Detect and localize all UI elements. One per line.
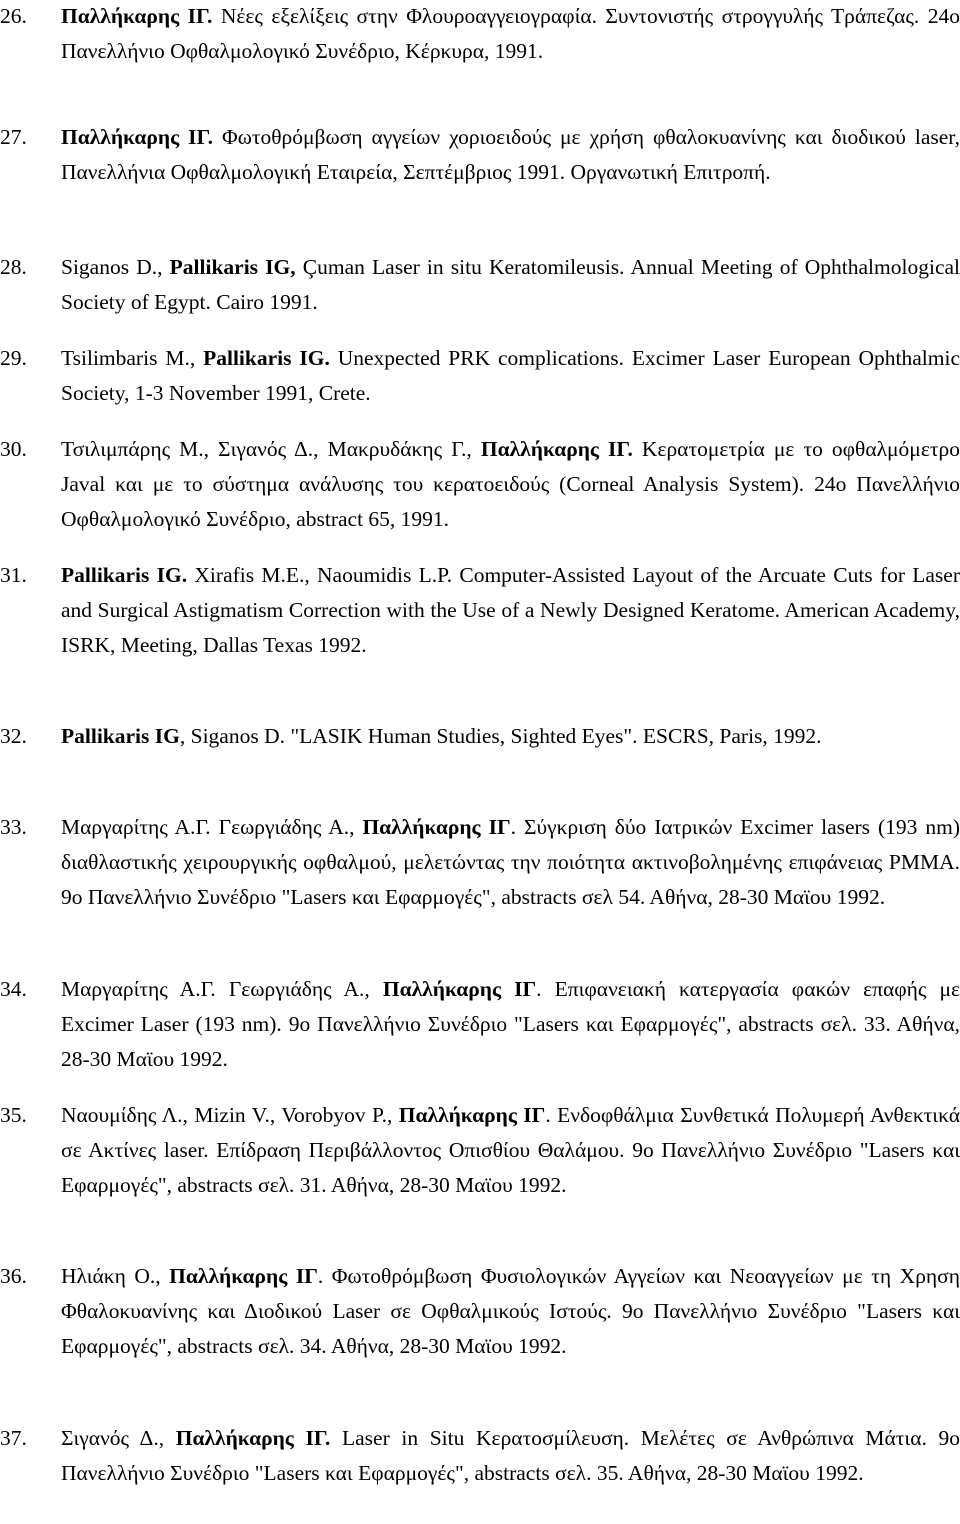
reference-author-bold: Pallikaris IG, (169, 255, 296, 279)
reference-27 (0, 120, 960, 190)
reference-number: 36. (0, 1264, 27, 1288)
reference-37 (0, 1421, 960, 1491)
reference-citation: . Φωτοθρόμβωση Φυσιολογικών Αγγείων και Νεοαγγείων με τη Χρηση Φθαλοκυανίνης και Διοδικού Laser σε Οφθαλμικούς Ιστούς. 9o Πανελλήνιο Συνέδριο "Lasers και Εφαρμογές", abstracts σελ. 34. Αθήνα, 28-30 Μαϊου 1992. (61, 1264, 960, 1358)
reference-author-bold: Παλλήκαρης ΙΓ (169, 1264, 318, 1288)
reference-author-bold: Pallikaris IG. (203, 346, 330, 370)
reference-author: Τσιλιμπάρης Μ., Σιγανός Δ., Μακρυδάκης Γ., (61, 437, 481, 461)
reference-author-bold: Pallikaris IG. (61, 563, 188, 587)
reference-author-bold: Παλλήκαρης ΙΓ. (175, 1426, 331, 1450)
reference-31 (0, 558, 960, 663)
reference-number: 34. (0, 977, 27, 1001)
reference-citation: , Siganos D. "LASIK Human Studies, Sighted Eyes". ESCRS, Paris, 1992. (179, 724, 822, 748)
reference-citation: Xirafis M.E., Naoumidis L.P. Computer-Assisted Layout of the Arcuate Cuts for Laser and Surgical Astigmatism Correction with the Use of a Newly Designed Keratome. American Academy, ISRK, Meeting, Dallas Texas 1992. (61, 563, 960, 657)
reference-number: 29. (0, 346, 27, 370)
reference-number: 30. (0, 437, 27, 461)
reference-author-bold: Παλλήκαρης ΙΓ (362, 815, 511, 839)
reference-35 (0, 1098, 960, 1203)
reference-author-bold: Παλλήκαρης ΙΓ. (61, 125, 213, 149)
reference-citation: . Επιφανειακή κατεργασία φακών επαφής με Excimer Laser (193 nm). 9o Πανελλήνιο Συνέδριο "Lasers και Εφαρμογές", abstracts σελ. 33. Αθήνα, 28-30 Μαϊου 1992. (61, 977, 960, 1071)
reference-author-bold: Παλλήκαρης ΙΓ (382, 977, 537, 1001)
reference-author: Siganos D., (61, 255, 170, 279)
reference-citation: . Σύγκριση δύο Ιατρικών Excimer lasers (193 nm) διαθλαστικής χειρουργικής οφθαλμού, μελετώντας την ποιότητα ακτινοβολημένης επιφάνειας PMMA. 9o Πανελλήνιο Συνέδριο "Lasers και Εφαρμογές", abstracts σελ 54. Αθήνα, 28-30 Μαϊου 1992. (61, 815, 960, 909)
reference-number: 37. (0, 1426, 27, 1450)
reference-32 (0, 719, 960, 754)
reference-citation: . Ενδοφθάλμια Συνθετικά Πολυμερή Ανθεκτικά σε Ακτίνες laser. Επίδραση Περιβάλλοντος Οπισθίου Θαλάμου. 9o Πανελλήνιο Συνέδριο "Lasers και Εφαρμογές", abstracts σελ. 31. Αθήνα, 28-30 Μαϊου 1992. (61, 1103, 960, 1197)
reference-text (61, 1098, 960, 1203)
reference-number: 33. (0, 815, 27, 839)
reference-citation: Φωτοθρόμβωση αγγείων χοριοειδούς με χρήση φθαλοκυανίνης και διοδικού laser, Πανελλήνια Οφθαλμολογική Εταιρεία, Σεπτέμβριος 1991. Οργανωτική Επιτροπή. (61, 125, 960, 184)
reference-number: 27. (0, 125, 27, 149)
reference-author: Tsilimbaris M., (61, 346, 204, 370)
reference-text (61, 558, 960, 663)
reference-citation: Laser in Situ Κερατοσμίλευση. Μελέτες σε Ανθρώπινα Μάτια. 9o Πανελλήνιο Συνέδριο "Lasers και Εφαρμογές", abstracts σελ. 35. Αθήνα, 28-30 Μαϊου 1992. (61, 1426, 960, 1485)
reference-author: Ηλιάκη Ο., (61, 1264, 170, 1288)
reference-author: Ναουμίδης Λ., Mizin V., Vorobyov P., (61, 1103, 399, 1127)
reference-number: 32. (0, 724, 27, 748)
reference-citation: Κερατομετρία με το οφθαλμόμετρο Javal και με το σύστημα ανάλυσης του κερατοειδούς (Corneal Analysis System). 24ο Πανελλήνιο Οφθαλμολογικό Συνέδριο, abstract 65, 1991. (61, 437, 960, 531)
reference-text (61, 719, 960, 754)
reference-28 (0, 250, 960, 320)
reference-text (61, 972, 960, 1077)
reference-30 (0, 432, 960, 537)
reference-29 (0, 341, 960, 411)
reference-citation: Çuman Laser in situ Keratomileusis. Annual Meeting of Ophthalmological Society of Egypt. Cairo 1991. (61, 255, 960, 314)
reference-author-bold: Παλλήκαρης ΙΓ (398, 1103, 546, 1127)
reference-34 (0, 972, 960, 1077)
reference-number: 31. (0, 563, 27, 587)
reference-citation: Unexpected PRK complications. Excimer Laser European Ophthalmic Society, 1-3 November 1991, Crete. (61, 346, 960, 405)
reference-text (61, 250, 960, 320)
reference-text (61, 432, 960, 537)
reference-text (61, 1421, 960, 1491)
reference-author-bold: Pallikaris IG (61, 724, 180, 748)
reference-text (61, 810, 960, 915)
reference-26 (0, 0, 960, 69)
reference-author: Μαργαρίτης Α.Γ. Γεωργιάδης Α., (61, 977, 383, 1001)
reference-author-bold: Παλλήκαρης ΙΓ. (480, 437, 633, 461)
reference-author: Σιγανός Δ., (61, 1426, 176, 1450)
reference-33 (0, 810, 960, 915)
reference-number: 26. (0, 4, 27, 28)
reference-text (61, 1259, 960, 1364)
reference-number: 35. (0, 1103, 27, 1127)
reference-text (61, 120, 960, 190)
reference-number: 28. (0, 255, 27, 279)
reference-text (61, 341, 960, 411)
reference-citation: Νέες εξελίξεις στην Φλουροαγγειογραφία. Συντονιστής στρογγυλής Τράπεζας. 24ο Πανελλήνιο Οφθαλμολογικό Συνέδριο, Κέρκυρα, 1991. (61, 4, 960, 63)
reference-author: Μαργαρίτης Α.Γ. Γεωργιάδης Α., (61, 815, 363, 839)
reference-author-bold: Παλλήκαρης ΙΓ. (61, 4, 213, 28)
reference-36 (0, 1259, 960, 1364)
reference-text (61, 0, 960, 69)
